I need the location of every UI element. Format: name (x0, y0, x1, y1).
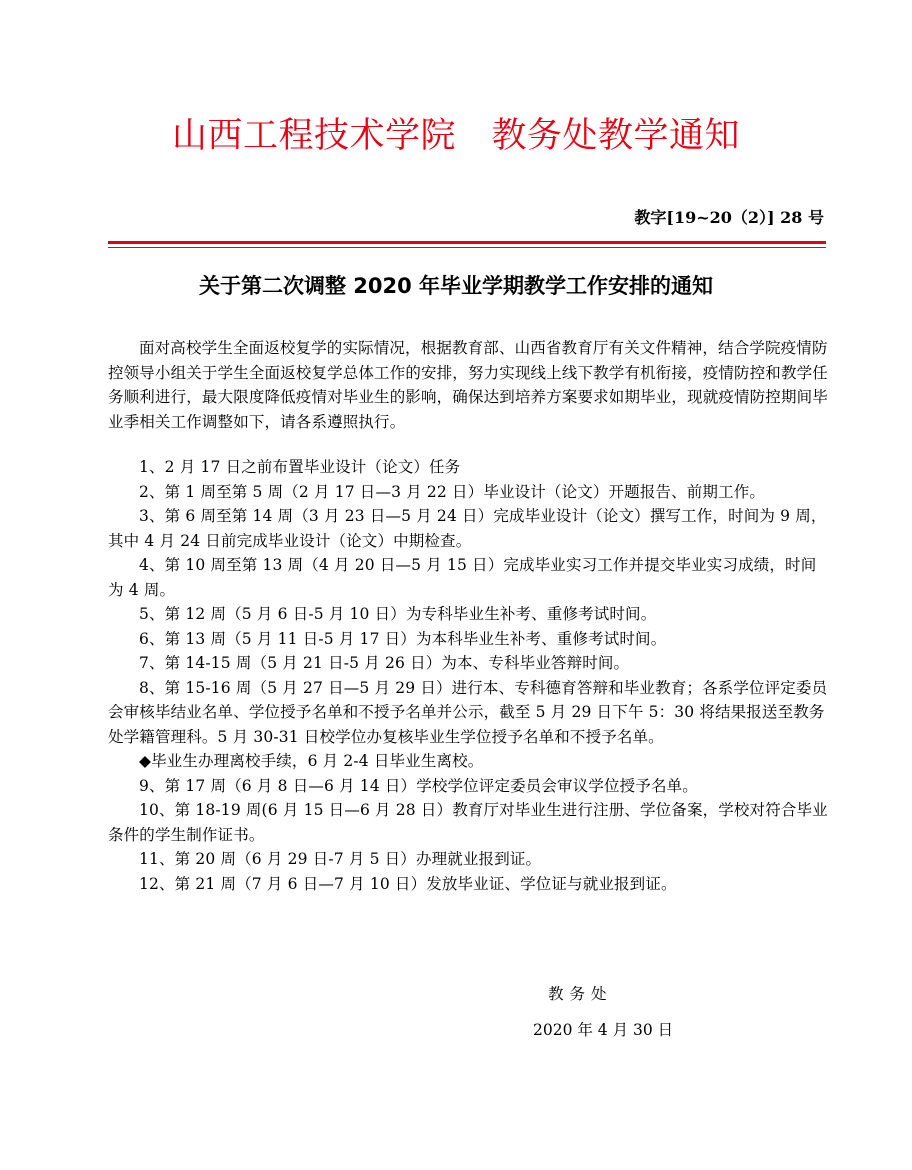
schedule-item: 8、第 15-16 周（5 月 27 日—5 月 29 日）进行本、专科德育答辩和毕业教育；各系学位评定委员会审核毕结业名单、学位授予名单和不授予名单并公示，截至 5 月 29 日下午 5：30 将结果报送至教务处学籍管理科。5 月 30-31 日校学位办复核毕业生学位授予名单和不授予名单。 (108, 678, 828, 746)
signature-department: 教务处 (548, 985, 613, 1003)
schedule-item: 11、第 20 周（6 月 29 日-7 月 5 日）办理就业报到证。 (139, 850, 542, 868)
schedule-item: 1、2 月 17 日之前布置毕业设计（论文）任务 (139, 458, 461, 476)
document-number: 教字[19~20（2）] 28 号 (634, 208, 824, 227)
schedule-item: 12、第 21 周（7 月 6 日—7 月 10 日）发放毕业证、学位证与就业报到证。 (139, 874, 677, 893)
schedule-item: 5、第 12 周（5 月 6 日-5 月 10 日）为专科毕业生补考、重修考试时间。 (139, 605, 657, 623)
signature-date: 2020 年 4 月 30 日 (533, 1021, 674, 1039)
notice-intro-paragraph: 面对高校学生全面返校复学的实际情况，根据教育部、山西省教育厅有关文件精神，结合学院疫情防控领导小组关于学生全面返校复学总体工作的安排，努力实现线上线下教学有机衔接，疫情防控和教学任务顺利进行，最大限度降低疫情对毕业生的影响，确保达到培养方案要求如期毕业，现就疫情防控期间毕业季相关工作调整如下，请各系遵照执行。 (108, 339, 828, 431)
schedule-item: 6、第 13 周（5 月 11 日-5 月 17 日）为本科毕业生补考、重修考试时间。 (139, 629, 667, 648)
schedule-item: 7、第 14-15 周（5 月 21 日-5 月 26 日）为本、专科毕业答辩时间。 (139, 654, 630, 672)
schedule-item: 9、第 17 周（6 月 8 日—6 月 14 日）学校学位评定委员会审议学位授予名单。 (139, 776, 698, 795)
schedule-item: ◆毕业生办理离校手续，6 月 2-4 日毕业生离校。 (139, 752, 484, 770)
schedule-item: 4、第 10 周至第 13 周（4 月 20 日—5 月 15 日）完成毕业实习工作并提交毕业实习成绩，时间为 4 周。 (108, 556, 817, 599)
header-divider-thick (108, 241, 826, 244)
schedule-item: 3、第 6 周至第 14 周（3 月 23 日—5 月 24 日）完成毕业设计（论文）撰写工作，时间为 9 周，其中 4 月 24 日前完成毕业设计（论文）中期检查。 (108, 507, 827, 550)
schedule-item: 10、第 18-19 周(6 月 15 日—6 月 28 日）教育厅对毕业生进行注册、学位备案，学校对符合毕业条件的学生制作证书。 (108, 801, 828, 844)
institution-header-title: 山西工程技术学院 教务处教学通知 (171, 116, 740, 156)
notice-title: 关于第二次调整 2020 年毕业学期教学工作安排的通知 (198, 274, 714, 298)
header-divider-thin (108, 247, 826, 248)
schedule-item-list (108, 455, 828, 896)
schedule-item: 2、第 1 周至第 5 周（2 月 17 日—3 月 22 日）毕业设计（论文）开题报告、前期工作。 (139, 482, 766, 501)
